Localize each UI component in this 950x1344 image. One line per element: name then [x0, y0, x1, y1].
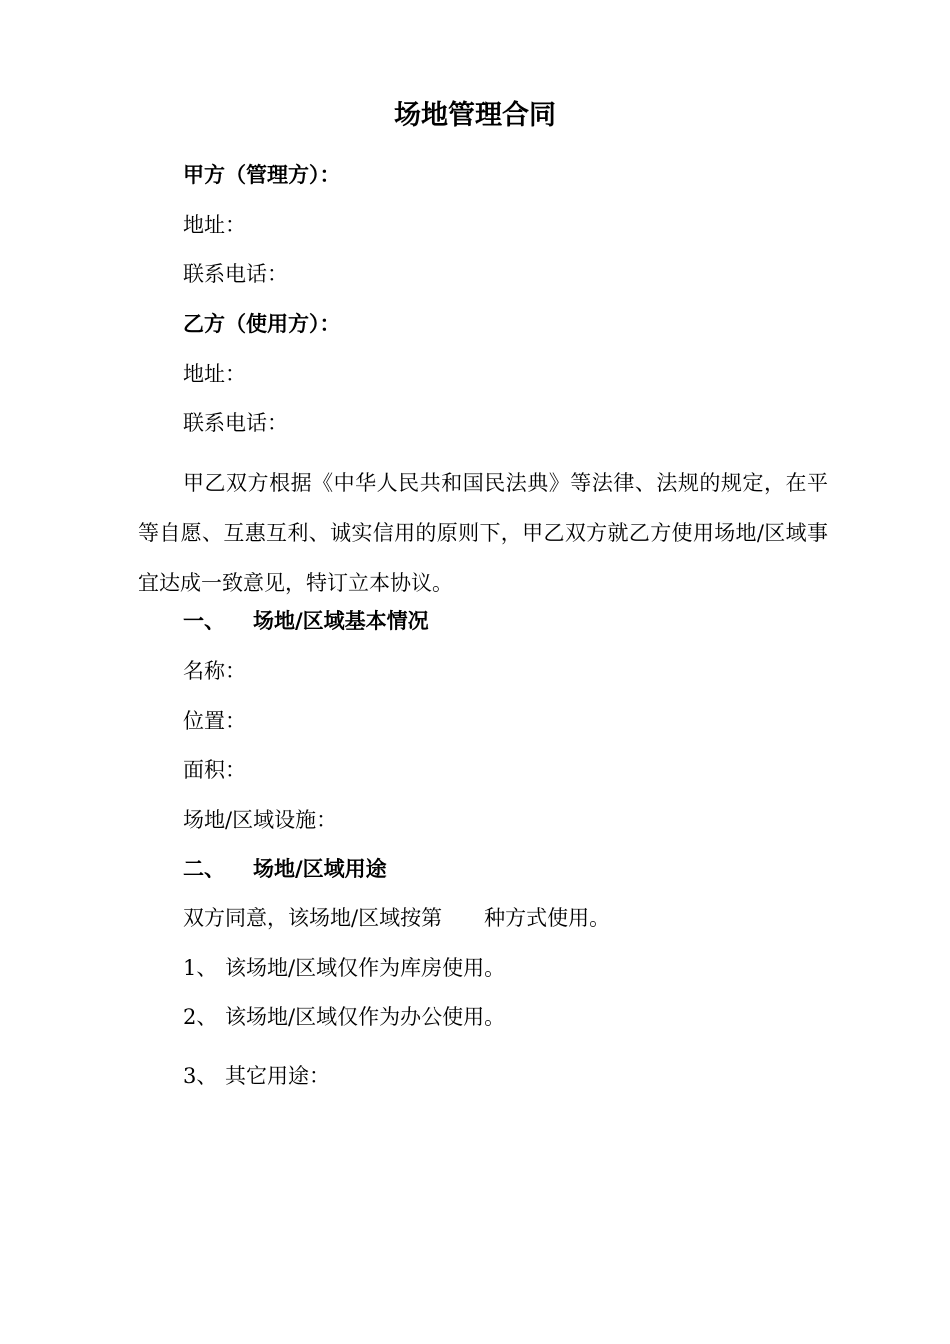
- party-a-phone-label: 联系电话：: [183, 262, 288, 286]
- site-location-label: 位置：: [183, 709, 246, 733]
- party-b-heading: 乙方（使用方）：: [183, 312, 341, 336]
- preamble-paragraph: 甲乙双方根据《中华人民共和国民法典》等法律、法规的规定，在平等自愿、互惠互利、诚实信用的原则下，甲乙双方就乙方使用场地/区域事宜达成一致意见，特订立本协议。: [138, 471, 828, 595]
- site-name-label: 名称：: [183, 659, 246, 683]
- usage-item-3-text: 其它用途：: [225, 1064, 330, 1088]
- document-title: 场地管理合同: [394, 100, 556, 131]
- section-1-title: 场地/区域基本情况: [253, 609, 429, 633]
- usage-item-3-number: 3、: [183, 1064, 218, 1088]
- party-b-phone-label: 联系电话：: [183, 411, 288, 435]
- usage-item-1: [183, 953, 505, 983]
- usage-item-2-text: 该场地/区域仅作为办公使用。: [225, 1005, 506, 1029]
- section-1-heading: [183, 606, 429, 636]
- usage-item-1-text: 该场地/区域仅作为库房使用。: [225, 956, 506, 980]
- usage-item-2: [183, 1002, 505, 1032]
- party-a-address-label: 地址：: [183, 213, 246, 237]
- site-facilities-label: 场地/区域设施：: [183, 808, 338, 832]
- site-area-label: 面积：: [183, 758, 246, 782]
- section-1-number: 一、: [183, 609, 225, 633]
- usage-intro-after: 种方式使用。: [484, 906, 611, 930]
- usage-item-1-number: 1、: [183, 956, 218, 980]
- party-b-address-label: 地址：: [183, 362, 246, 386]
- usage-intro-before: 双方同意，该场地/区域按第: [183, 906, 443, 930]
- party-a-heading: 甲方（管理方）：: [183, 163, 341, 187]
- usage-item-3: [183, 1061, 330, 1091]
- section-2-number: 二、: [183, 857, 225, 881]
- section-2-heading: [183, 854, 387, 884]
- section-2-title: 场地/区域用途: [253, 857, 387, 881]
- usage-item-2-number: 2、: [183, 1005, 218, 1029]
- usage-intro: [183, 903, 610, 933]
